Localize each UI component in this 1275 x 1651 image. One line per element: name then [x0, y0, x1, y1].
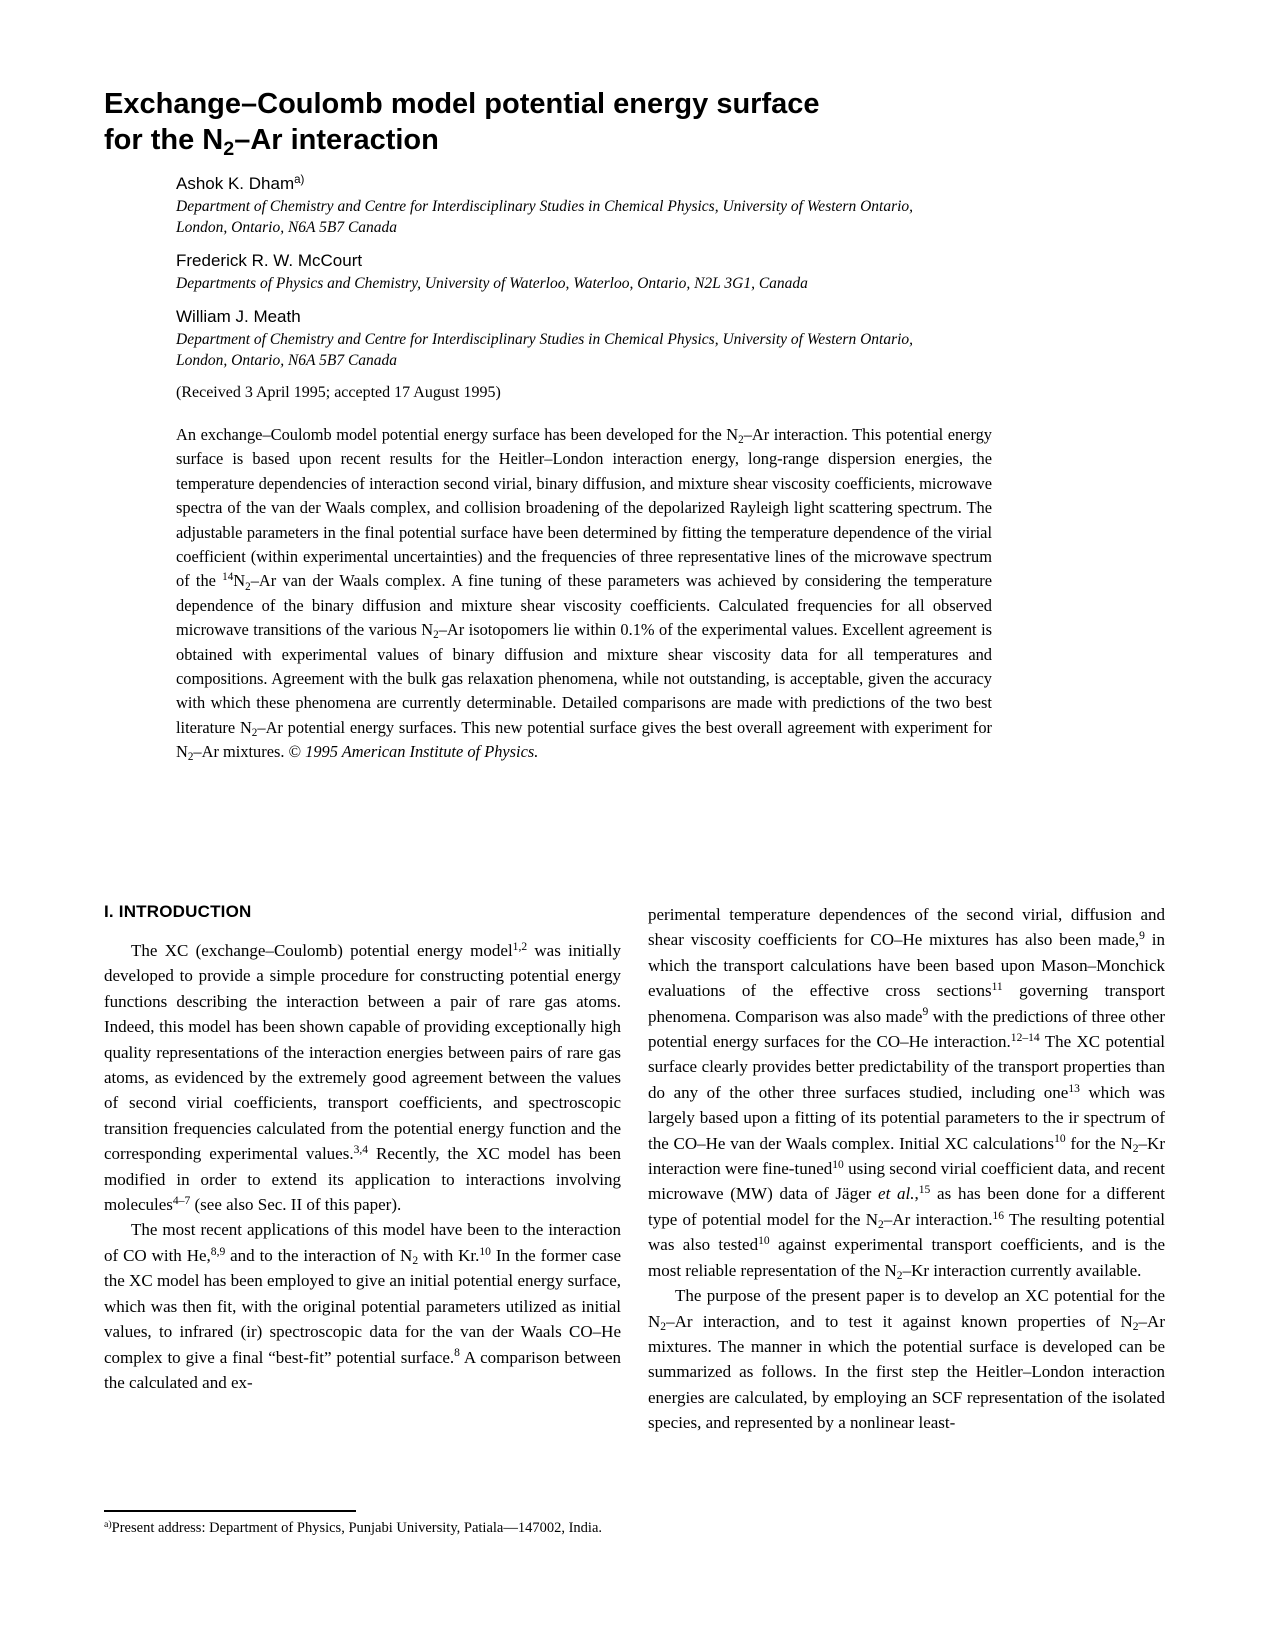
author-block [176, 251, 1174, 294]
author-name: Frederick R. W. McCourt [176, 251, 363, 270]
intro-paragraph-4: The purpose of the present paper is to develop an XC potential for the $N_2-Ar$ interaction, and to test it against known properties of $N_2-Ar$ mixtures. The manner in which the potential surface is developed can be summarized as follows. In the first step the Heitler–London interaction energies are calculated, by employing an SCF representation of the isolated species, and represented by a nonlinear least- [648, 1286, 1165, 1433]
article-title [104, 86, 1174, 158]
title-line-1: Exchange–Coulomb model potential energy surface [104, 88, 820, 120]
author-name: William J. Meath [176, 307, 301, 326]
article-header [104, 86, 1174, 765]
author-affiliation: Department of Chemistry and Centre for Interdisciplinary Studies in Chemical Physics, University of Western Ontario, London, Ontario, N6A 5B7 Canada [176, 198, 914, 236]
footnote-block [104, 1510, 621, 1539]
section-heading-introduction: I. INTRODUCTION [104, 902, 252, 921]
intro-paragraph-3: perimental temperature dependences of the second virial, diffusion and shear viscosity coefficients for CO–He mixtures has also been made,$^9$ in which the transport calculations have been based upon Mason–Monchick evaluations of the effective cross sections$^{11}$ governing transport phenomena. Comparison was also made$^9$ with the predictions of three other potential energy surfaces for the CO–He interaction.$^{12-14}$ The XC potential surface clearly provides better predictability of the transport properties than do any of the other three surfaces studied, including one$^{13}$ which was largely based upon a fitting of its potential parameters to the ir spectrum of the CO–He van der Waals complex. Initial XC calculations$^{10}$ for the $N_2-Kr$ interaction were fine-tuned$^{10}$ using second virial coefficient data, and recent microwave (MW) data of Jäger et al.,$^{15}$ as has been done for a different type of potential model for the $N_2-Ar$ interaction.$^{16}$ The resulting potential was also tested$^{10}$ against experimental transport coefficients, and is the most reliable representation of the $N_2-Kr$ interaction currently available. [648, 905, 1166, 1282]
footnote-rule [104, 1510, 356, 1512]
intro-paragraph-1: The XC (exchange–Coulomb) potential energy model$^{1,2}$ was initially developed to provide a simple procedure for constructing potential energy functions describing the interaction between a pair of rare gas atoms. Indeed, this model has been shown capable of providing exceptionally high quality representations of the interaction energies between pairs of rare gas atoms, as evidenced by the extremely good agreement between the values of second virial coefficients, transport coefficients, and spectroscopic transition frequencies calculated from the potential energy function and the corresponding experimental values.$^{3,4}$ Recently, the XC model has been modified in order to extend its application to interactions involving molecules$^{4-7}$ (see also Sec. II of this paper). [104, 939, 621, 1215]
author-block [176, 174, 1174, 238]
author-footnote: $^{a)}$Present address: Department of Physics, Punjabi University, Patiala—147002, India. [104, 1518, 603, 1536]
right-column [648, 902, 1165, 1436]
received-line: (Received 3 April 1995; accepted 17 August 1995) [176, 384, 501, 401]
abstract-text: An exchange–Coulomb model potential energy surface has been developed for the $N_2-Ar$ interaction. This potential energy surface is based upon recent results for the Heitler–London interaction energy, long-range dispersion energies, the temperature dependencies of interaction second virial, binary diffusion, and mixture shear viscosity coefficients, microwave spectra of the van der Waals complex, and collision broadening of the depolarized Rayleigh light scattering spectrum. The adjustable parameters in the final potential surface have been determined by fitting the temperature dependence of the virial coefficient (within experimental uncertainties) and the frequencies of three representative lines of the microwave spectrum of the $^{14}N_2-Ar$ van der Waals complex. A fine tuning of these parameters was achieved by considering the temperature dependence of the binary diffusion and mixture shear viscosity coefficients. Calculated frequencies for all observed microwave transitions of the various $N_2-Ar$ isotopomers lie within 0.1% of the experimental values. Excellent agreement is obtained with experimental values of binary diffusion and mixture shear viscosity data for all temperatures and compositions. Agreement with the bulk gas relaxation phenomena, while not outstanding, is acceptable, given the accuracy with which these phenomena are currently determinable. Detailed comparisons are made with predictions of the two best literature $N_2-Ar$ potential energy surfaces. This new potential surface gives the best overall agreement with experiment for $N_2-Ar$ mixtures. © 1995 American Institute of Physics. [176, 425, 993, 764]
author-list [176, 174, 1174, 371]
intro-paragraph-2: The most recent applications of this model have been to the interaction of CO with He,$^{8,9}$ and to the interaction of $N_2$ with Kr.$^{10}$ In the former case the XC model has been employed to give an initial potential energy surface, which was then fit, with the original potential parameters utilized as initial values, to infrared (ir) spectroscopic data for the van der Waals CO–He complex to give a final “best-fit” potential surface.$^8$ A comparison between the calculated and ex- [104, 1220, 622, 1392]
author-block [176, 307, 1174, 371]
author-name: Ashok K. Dham$^{a)}$ [176, 173, 305, 193]
body-columns [104, 902, 1165, 1436]
title-line-2: for the $N_2-Ar$ interaction [104, 124, 439, 160]
left-column [104, 902, 621, 1436]
author-affiliation: Departments of Physics and Chemistry, University of Waterloo, Waterloo, Ontario, N2L 3G1, Canada [176, 275, 808, 292]
author-affiliation: Department of Chemistry and Centre for Interdisciplinary Studies in Chemical Physics, University of Western Ontario, London, Ontario, N6A 5B7 Canada [176, 331, 914, 369]
